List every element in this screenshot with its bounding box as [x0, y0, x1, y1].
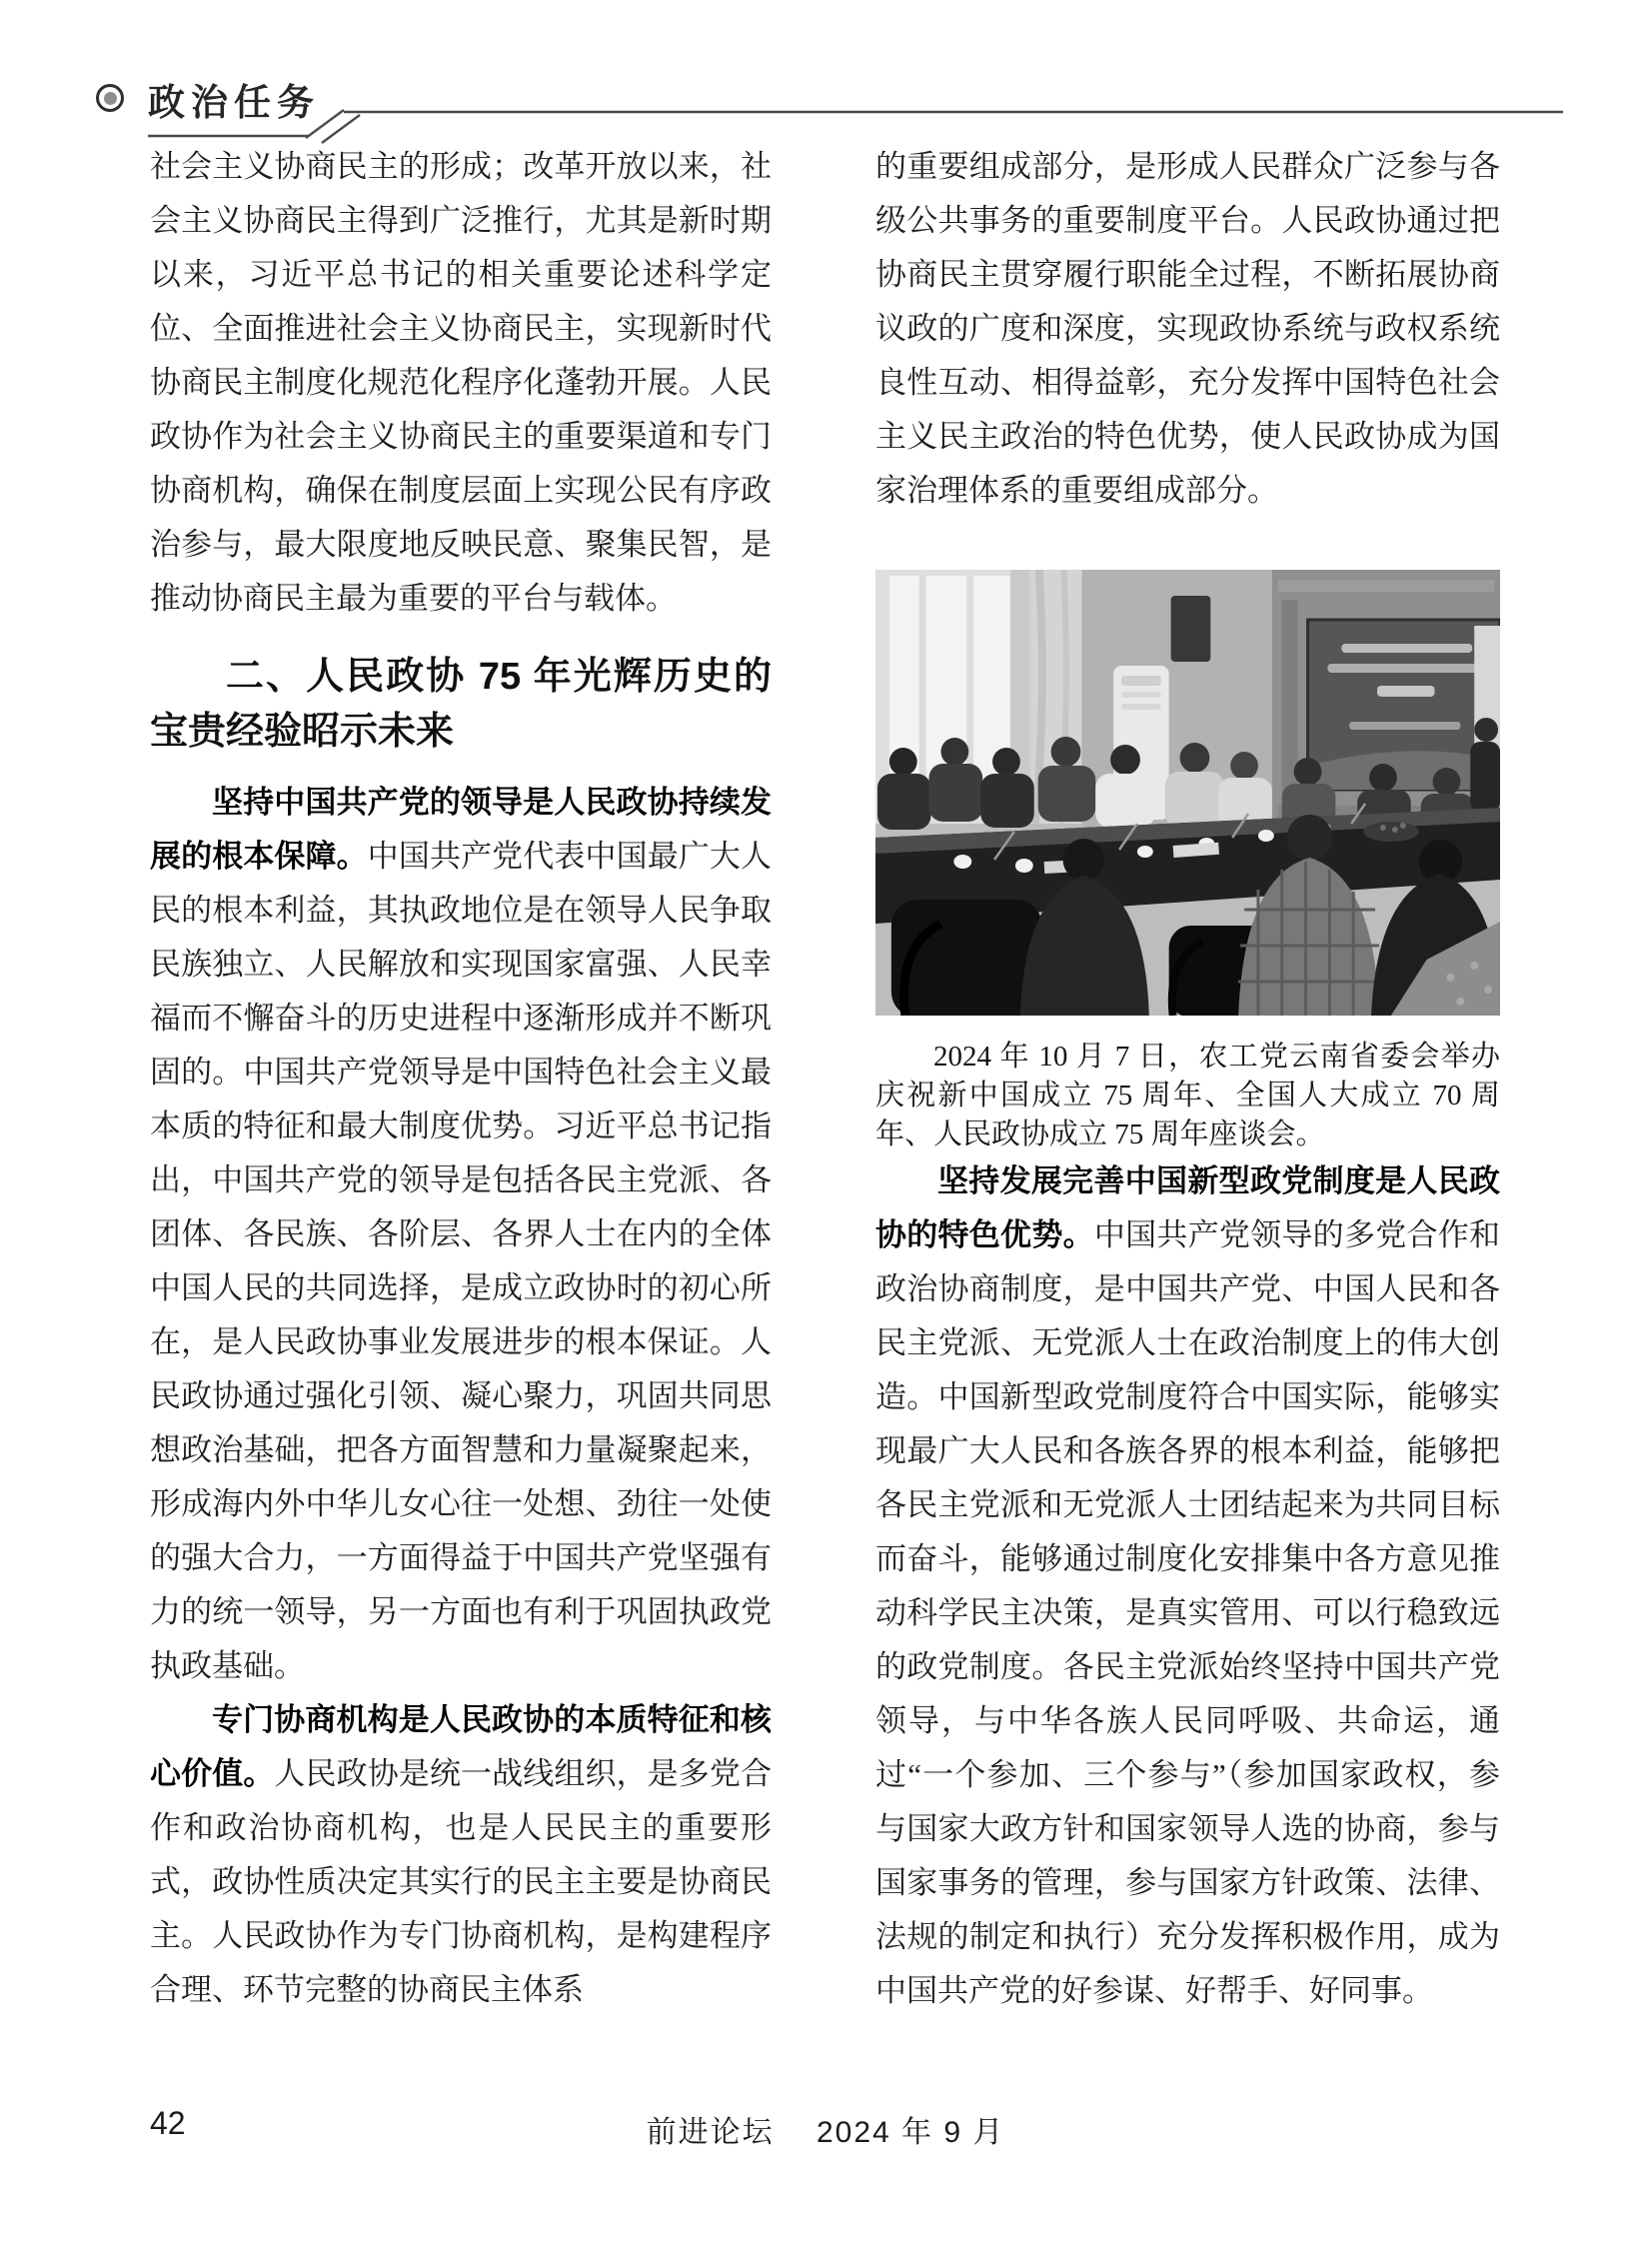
- continued-paragraph: [875, 140, 1500, 518]
- paragraph: [150, 776, 772, 1693]
- bullseye-icon-dot: [104, 92, 117, 105]
- paragraph-text: 人民政协是统一战线组织，是多党合作和政治协商机构，也是人民民主的重要形式，政协性质决定其实行的民主主要是协商民主。人民政协作为专门协商机构，是构建程序合理、环节完整的协商民主体系: [150, 1756, 772, 2007]
- left-column: [150, 140, 772, 2017]
- continued-paragraph: [150, 140, 772, 626]
- photo-caption: 2024 年 10 月 7 日，农工党云南省委会举办庆祝新中国成立 75 周年、全国人大成立 70 周年、人民政协成立 75 周年座谈会。: [875, 1041, 1500, 1150]
- section-label: 政治任务: [148, 83, 320, 124]
- section-heading: 二、人民政协 75 年光辉历史的宝贵经验昭示未来: [150, 656, 772, 753]
- paragraph-lead: 专门协商机构是人民政协的本质特征和核心价值。: [150, 1702, 772, 1791]
- paragraph: [150, 1693, 772, 2017]
- paragraph-text: 中国共产党代表中国最广大人民的根本利益，其执政地位是在领导人民争取民族独立、人民解放和实现国家富强、人民幸福而不懈奋斗的历史进程中逐渐形成并不断巩固的。中国共产党领导是中国特色社会主义最本质的特征和最大制度优势。习近平总书记指出，中国共产党的领导是包括各民主党派、各团体、各民族、各阶层、各界人士在内的全体中国人民的共同选择，是成立政协时的初心所在，是人民政协事业发展进步的根本保证。人民政协通过强化引领、凝心聚力，巩固共同思想政治基础，把各方面智慧和力量凝聚起来，形成海内外中华儿女心往一处想、劲往一处使的强大合力，一方面得益于中国共产党坚强有力的统一领导，另一方面也有利于巩固执政党执政基础。: [150, 839, 773, 1683]
- paragraph-lead: 坚持发展完善中国新型政党制度是人民政协的特色优势。: [875, 1163, 1500, 1252]
- paragraph-lead: 坚持中国共产党的领导是人民政协持续发展的根本保障。: [150, 785, 772, 874]
- bullseye-icon: [96, 84, 124, 112]
- paragraph: [875, 1154, 1500, 2018]
- meeting-photo-illustration: [875, 570, 1500, 1016]
- paragraph-text: 中国共产党领导的多党合作和政治协商制度，是中国共产党、中国人民和各民主党派、无党派人士在政治制度上的伟大创造。中国新型政党制度符合中国实际，能够实现最广大人民和各族各界的根本利益，能够把各民主党派和无党派人士团结起来为共同目标而奋斗，能够通过制度化安排集中各方意见推动科学民主决策，是真实管用、可以行稳致远的政党制度。各民主党派始终坚持中国共产党领导，与中华各族人民同呼吸、共命运，通过“一个参加、三个参与”（参加国家政权，参与国家大政方针和国家领导人选的协商，参与国家事务的管理，参与国家方针政策、法律、法规的制定和执行）充分发挥积极作用，成为中国共产党的好参谋、好帮手、好同事。: [875, 1217, 1501, 2008]
- page-number: 42: [150, 2105, 186, 2141]
- meeting-photo: [875, 570, 1500, 1016]
- right-column: [875, 140, 1500, 2018]
- paragraph-text: 社会主义协商民主的形成；改革开放以来，社会主义协商民主得到广泛推行，尤其是新时期以来，习近平总书记的相关重要论述科学定位、全面推进社会主义协商民主，实现新时代协商民主制度化规范化程序化蓬勃开展。人民政协作为社会主义协商民主的重要渠道和专门协商机构，确保在制度层面上实现公民有序政治参与，最大限度地反映民意、聚集民智，是推动协商民主最为重要的平台与载体。: [150, 149, 772, 616]
- journal-footer: 前进论坛 2024 年 9 月: [646, 2116, 1005, 2149]
- paragraph-text: 的重要组成部分，是形成人民群众广泛参与各级公共事务的重要制度平台。人民政协通过把协商民主贯穿履行职能全过程，不断拓展协商议政的广度和深度，实现政协系统与政权系统良性互动、相得益彰，充分发挥中国特色社会主义民主政治的特色优势，使人民政协成为国家治理体系的重要组成部分。: [875, 149, 1500, 508]
